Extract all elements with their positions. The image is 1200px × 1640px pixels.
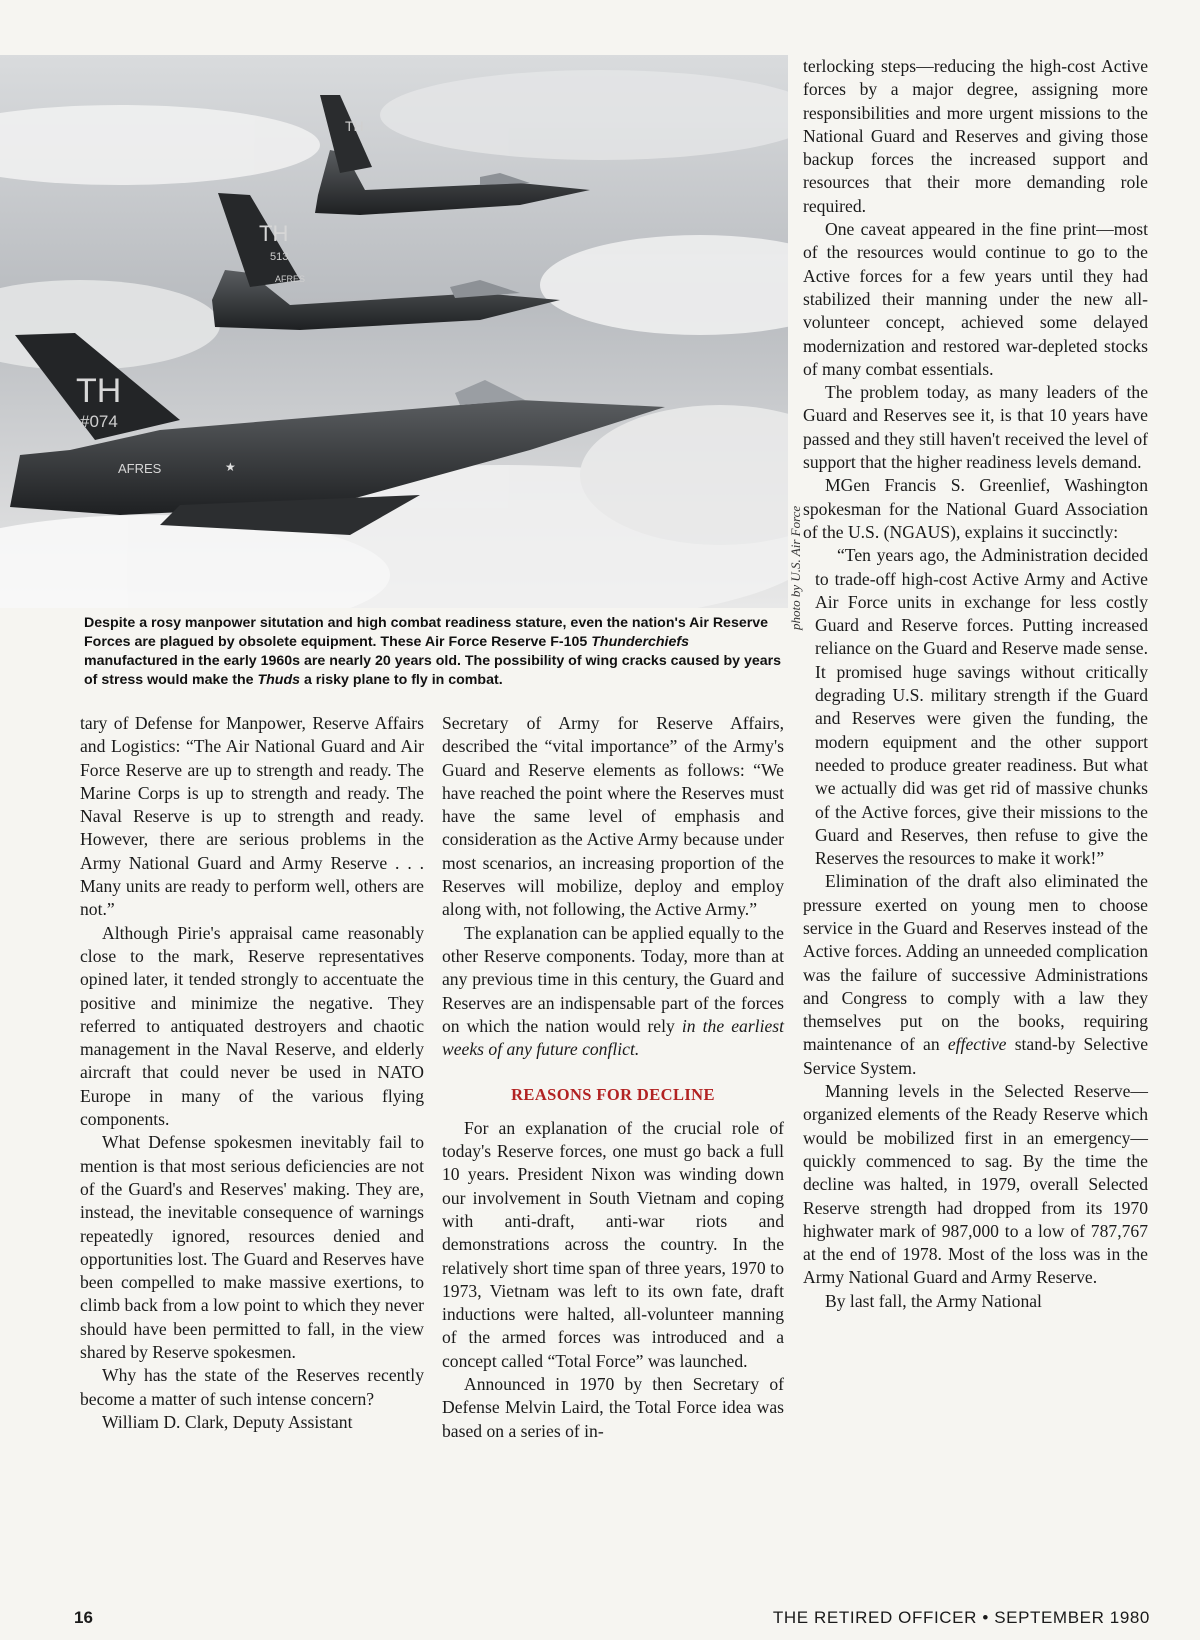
jet3-code-text: TH — [345, 118, 364, 134]
col2-paragraph-2 — [442, 922, 784, 1062]
col3-paragraph-7: By last fall, the Army National — [825, 1290, 1042, 1311]
col1-paragraph-3: What Defense spokesmen inevitably fail to mention is that most serious deficiencies are not of the Guard's and Reserves' making. They are, instead, the inevitable consequence of warnings repeatedly ignored, resources denied and opportunities lost. The Guard and Reserves have been compelled to make massive exertions, to climb back from a low point to which they never should have been permitted to fall, in the view shared by Reserve spokesmen. — [80, 1132, 424, 1363]
jet2-serial-text: 513 — [270, 251, 289, 263]
col3-paragraph-4: MGen Francis S. Greenlief, Washington spokesman for the National Guard Association of the U.S. (NGAUS), explains it succinctly: — [803, 475, 1148, 542]
col3-paragraph-5 — [803, 870, 1148, 1080]
jet1-code-text: TH — [76, 372, 122, 410]
caption-italic-1: Thunderchiefs — [591, 634, 689, 650]
caption-text-3: a risky plane to fly in combat. — [300, 672, 503, 688]
jet1-serial-text: #074 — [80, 412, 118, 431]
col3-paragraph-6: Manning levels in the Selected Reserve—organized elements of the Ready Reserve which would be mobilized first in an emergency—quickly commenced to sag. By the time the decline was halted, in 1979, overall Selected Reserve strength had dropped from its 1970 highwater mark of 987,000 to a low of 787,767 at the end of 1978. Most of the loss was in the Army National Guard and Army Reserve. — [803, 1081, 1148, 1288]
col3-paragraph-3: The problem today, as many leaders of the Guard and Reserves see it, is that 10 years have passed and they still haven't received the level of support that the higher readiness levels demand. — [803, 382, 1148, 473]
col1-paragraph-4: Why has the state of the Reserves recently become a matter of such intense concern? — [80, 1365, 424, 1409]
col3-paragraph-5-italic: effective — [947, 1034, 1007, 1055]
caption-text-2: manufactured in the early 1960s are nearly 20 years old. The possibility of wing cracks caused by years of stress would make the — [84, 653, 782, 688]
jets-illustration — [0, 55, 788, 608]
photo-caption — [84, 614, 784, 690]
col1-paragraph-2: Although Pirie's appraisal came reasonably close to the mark, Reserve representatives opined later, it tended strongly to accentuate the positive and minimize the negative. They referred to antiquated destroyers and chaotic management in the Naval Reserve, and elderly aircraft that could never be used in NATO Europe in many of the various flying components. — [80, 922, 424, 1130]
caption-text-1: Despite a rosy manpower situtation and high combat readiness stature, even the nation's Air Reserve Forces are plagued by obsolete equipment. These Air Force Reserve F-105 — [84, 615, 769, 650]
footer-publication: THE RETIRED OFFICER • SEPTEMBER 1980 — [772, 1608, 1150, 1627]
jet2-unit-text: AFRES — [275, 274, 306, 284]
caption-paragraph — [84, 614, 784, 690]
col3-paragraph-5-text: Elimination of the draft also eliminated the pressure exerted on young men to choose service in the Guard and Reserves instead of the Active forces. Adding an unneeded complication was the failure of successive Administrations and Congress to comply with a law they themselves put on the books, requiring maintenance of an — [803, 871, 1148, 1055]
col2-paragraph-2-text: The explanation can be applied equally to the other Reserve components. Today, more than at any previous time in this century, the Guard and Reserves are an indispensable part of the forces on which the nation would rely — [442, 922, 784, 1036]
col2-paragraph-4: Announced in 1970 by then Secretary of Defense Melvin Laird, the Total Force idea was based on a series of in- — [442, 1374, 784, 1441]
article-column-3 — [803, 55, 1148, 1313]
col3-quote: “Ten years ago, the Administration decided to trade-off high-cost Active Army and Active Air Force units in exchange for less costly Guard and Reserve forces. Putting increased reliance on the Guard and Reserve made sense. It promised huge savings without critically degrading U.S. military strength if the Guard and Reserves were given the funding, the modern equipment and the other support needed to produce greater readiness. But what we actually did was get rid of massive chunks of the Active forces, give their missions to the Guard and Reserves, then refuse to give the Reserves the resources to make it work!” — [815, 545, 1148, 869]
col3-paragraph-1: terlocking steps—reducing the high-cost Active forces by a major degree, assigning more responsibilities and more urgent missions to the National Guard and Reserves and giving those backup forces the increased support and resources that their more demanding role required. — [803, 56, 1148, 216]
page-number: 16 — [74, 1608, 93, 1627]
article-column-2 — [442, 712, 784, 1443]
star-insignia-icon: ★ — [225, 460, 236, 474]
jet-photo — [0, 55, 788, 608]
jet2-code-text: TH — [259, 221, 289, 246]
col3-paragraph-2: One caveat appeared in the fine print—most of the resources would continue to go to the Active forces for a few years until they had stabilized their manning under the new all-volunteer concept, achieved some delayed modernization and restored war-depleted stocks of many combat essentials. — [803, 219, 1148, 379]
col3-paragraph-5-end: stand-by Selective Service System. — [803, 1034, 1149, 1078]
photo-credit-text: photo by U.S. Air Force — [788, 505, 803, 630]
jet1-unit-text: AFRES — [118, 461, 162, 476]
col2-paragraph-1: Secretary of Army for Reserve Affairs, described the “vital importance” of the Army's Guard and Reserve elements as follows: “We have reached the point where the Reserves must have the same level of emphasis and consideration as the Active Army because under most scenarios, an increasing proportion of the Reserves will mobilize, deploy and employ along with, not following, the Active Army.” — [442, 713, 784, 920]
col2-paragraph-3: For an explanation of the crucial role of today's Reserve forces, one must go back a full 10 years. President Nixon was winding down our involvement in South Vietnam and coping with anti-draft, anti-war riots and demonstrations across the country. In the relatively short time span of three years, 1970 to 1973, Vietnam was left to its own fate, draft inductions were halted, all-volunteer manning of the armed forces was introduced and a concept called “Total Force” was launched. — [442, 1117, 784, 1371]
col1-paragraph-1: tary of Defense for Manpower, Reserve Affairs and Logistics: “The Air National Guard and Air Force Reserve are up to strength and ready. The Marine Corps is up to strength and ready. The Naval Reserve is up to strength and ready. However, there are serious problems in the Army National Guard and Army Reserve . . . Many units are ready to perform well, others are not.” — [80, 713, 424, 920]
caption-italic-2: Thuds — [257, 672, 301, 688]
col2-paragraph-2-italic: in the earliest weeks of any future conflict. — [442, 1015, 785, 1060]
col1-paragraph-5: William D. Clark, Deputy Assistant — [102, 1411, 353, 1432]
article-column-1 — [80, 712, 424, 1434]
section-heading: REASONS FOR DECLINE — [511, 1085, 715, 1105]
